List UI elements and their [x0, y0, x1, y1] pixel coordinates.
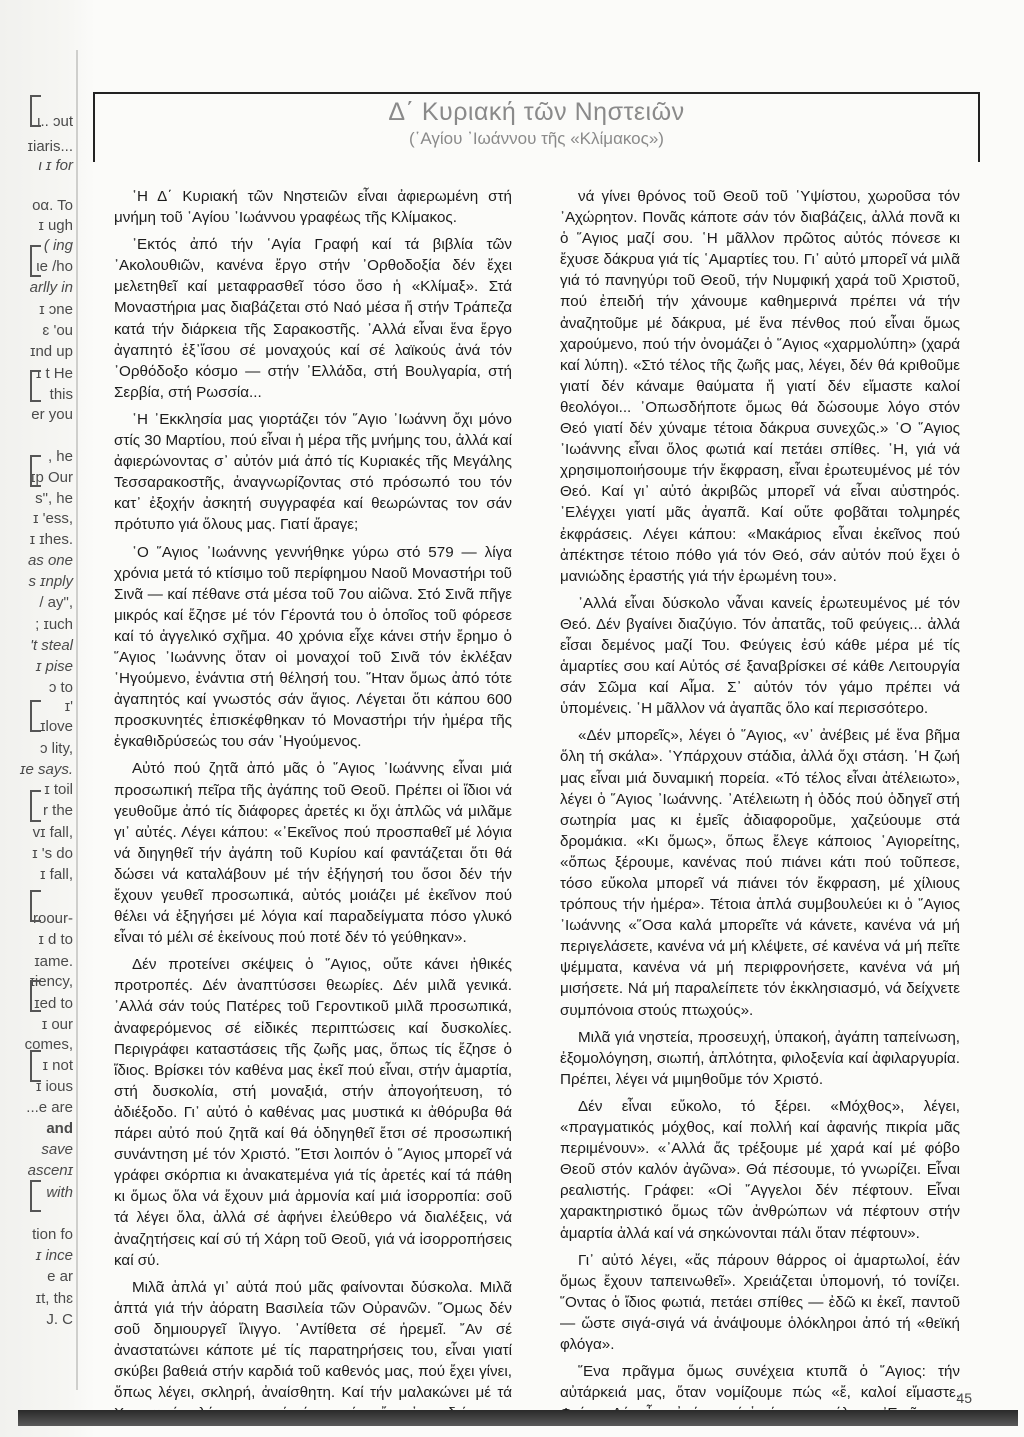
text-column-right	[560, 186, 960, 1430]
paragraph: ῾Η ᾿Εκκλησία μας γιορτάζει τόν ῞Αγιο ᾿Ιωάννη ὄχι μόνο στίς 30 Μαρτίου, πού εἶναι ἡ μέρα τῆς μνήμης του, ἀλλά καί ἀφιερώνοντας σ᾿ αὐτόν μιά ἀπό τίς Κυριακές τῆς Μεγάλης Τεσσαρακοστῆς, ἀναγνωρίζοντας στό πρόσωπό του τόν κατ᾿ ἐξοχήν ἀσκητή συγγραφέα καί θεωρώντας τον σάν πρότυπο γιά ὅλους μας. Γιατί ἄραγε;	[114, 410, 512, 534]
bottom-scan-bar	[18, 1410, 1018, 1426]
bleed-text: οα. Το	[32, 197, 73, 214]
bleed-text: ɪ 'ess,	[33, 510, 73, 527]
bleed-text: ɪiaris...	[27, 138, 73, 155]
paragraph: ᾿Αλλά εἶναι δύσκολο νἆναι κανείς ἐρωτευμένος μέ τόν Θεό. Δέν βγαίνει διαζύγιο. Τόν ἀπατᾶς, τοῦ φεύγεις... ἀλλά εἶσαι δεμένος μαζί Του. Φεύγεις ἐσύ κάθε μέρα μέ τίς ἁμαρτίες σου καί Αὐτός σέ ξαναβρίσκει σέ κάθε Λειτουργία σάν Σῶμα καί Αἷμα. Σ᾿ αὐτόν τόν γάμο πρέπει νά ὑπομένεις. ῾Η μᾶλλον νά ἀγαπᾶς ὅλο καί περισσότερο.	[560, 594, 960, 718]
paragraph: Δέν εἶναι εὔκολο, τό ξέρει. «Μόχθος», λέγει, «πραγματικός μόχθος, καί πολλή καί ἀφανής πικρία μᾶς περιμένουν». «᾿Αλλά ἄς τρέξουμε μέ χαρά καί μέ φόβο Θεοῦ στόν καλόν ἀγῶνα». Θά πέσουμε, τό γνωρίζει. Εἶναι ρεαλιστής. Γράφει: «Οἱ ῎Αγγελοι δέν πέφτουν. Εἶναι χαρακτηριστικό ὅμως τῶν ἀνθρώπων νά πέφτουν στήν ἁμαρτία ἀλλά καί νά σηκώνονται πάλι ὅταν πέφτουν».	[560, 1097, 960, 1242]
paragraph: Μιλᾶ γιά νηστεία, προσευχή, ὑπακοή, ἀγάπη ταπείνωση, ἐξομολόγηση, σιωπή, ἁπλότητα, φιλοξενία καί ἀφιλαργυρία. Πρέπει, λέγει νά μιμηθοῦμε τόν Χριστό.	[560, 1028, 960, 1088]
bleed-text: ɪ ɔne	[39, 301, 73, 318]
bleed-text: and	[46, 1120, 73, 1137]
bleed-text: e ar	[47, 1268, 73, 1285]
bleed-text: arlly in	[29, 279, 73, 296]
bleed-text: ι ɪ for	[38, 157, 73, 174]
paragraph: Γι᾿ αὐτό λέγει, «ἄς πάρουν θάρρος οἱ ἁμαρτωλοί, ἐάν ὅμως ἔχουν ταπεινωθεῖ». Χρειάζεται ὑπομονή, τό τονίζει. ῞Οντας ὁ ἴδιος φωτιά, πετάει σπίθες — ἐδῶ κι ἐκεῖ, παντοῦ — ὥστε σιγά-σιγά νά ἀνάψουμε ὁλόκληροι ἀπό τή «θεϊκή φλόγα».	[560, 1251, 960, 1353]
bleed-text: J. C	[46, 1311, 73, 1328]
bleed-text: ɪed to	[34, 995, 73, 1012]
bleed-text: ɛ 'ou	[42, 322, 73, 339]
bleed-text: ιe /ho	[36, 258, 73, 275]
text-column-left	[114, 186, 512, 1430]
bleed-text: ascenɪ	[27, 1162, 73, 1179]
bleed-text: ɔ lity,	[39, 740, 73, 757]
bleed-text: ι.. ɔut	[37, 113, 73, 130]
bleed-text: ɪ'	[64, 698, 73, 715]
bleed-text: this	[49, 386, 73, 403]
paragraph: νά γίνει θρόνος τοῦ Θεοῦ τοῦ ῾Υψίστου, χωροῦσα τόν ᾿Αχώρητον. Πονᾶς κάποτε σάν τόν διαβάζεις, ἀλλά πονᾶ κι ὁ ῞Αγιος μαζί σου. ῾Η μᾶλλον πρῶτος αὐτός πόνεσε κι ἔχυσε δάκρυα γιά τίς ῾Αμαρτίες του. Γι᾿ αὐτό μπορεῖ νά μιλᾶ γιά τό πανηγύρι τοῦ Θεοῦ, τήν Νυμφική χαρά τοῦ Χριστοῦ, πού ἐπειδή τήν χάνουμε καθημερινά πρέπει νά τήν ἀναζητοῦμε μέ δάκρυα, μέ ἕνα πένθος πού εἶναι ὅμως χαρούμενο, πού τήν ὀνομάζει ὁ ῞Αγιος «χαρμολύπη» (χαρά καί λύπη). «Στό τέλος τῆς ζωῆς μας, λέγει, δέν θά κριθοῦμε γιατί δέν κάναμε θαύματα ἤ γιατί δέν εἴμαστε καλοί θεολόγοι... ᾿Οπωσδήποτε ὅμως θά δώσουμε λόγο στόν Θεό γιατί δέν χύναμε τέτοια δάκρυα συνεχῶς.» ῾Ο ῞Αγιος ᾿Ιωάννης εἶναι ὅλος φωτιά καί πετάει σπίθες. ῾Η, γιά νά χρησιμοποιήσουμε τήν ἔκφραση, εἶναι ἐρωτευμένος μέ τόν Θεό. Καί γι᾿ αὐτό ἀκριβῶς μπορεῖ νά εἶναι αὐστηρός. ᾿Ελέγχει γιατί μᾶς ἀγαπᾶ. Καί οὔτε φοβᾶται τολμηρές ἐκφράσεις. Λέγει κάπου: «Μακάριος εἶναι ἐκεῖνος πού ἀπέκτησε τέτοιο πόθο γιά τόν Θεό, σάν αὐτόν πού ἔχει ὁ μανιώδης ἐραστής γιά τήν ἐρωμένη του».	[560, 188, 960, 585]
paragraph: ῾Η Δ΄ Κυριακή τῶν Νηστειῶν εἶναι ἀφιερωμένη στή μνήμη τοῦ ῾Αγίου ᾿Ιωάννου γραφέως τῆς Κλίμακος.	[114, 188, 512, 227]
paragraph: Δέν προτείνει σκέψεις ὁ ῞Αγιος, οὔτε κάνει ἠθικές προτροπές. Δέν ἀναπτύσσει θεωρίες. Δέν μιλᾶ γενικά. ᾿Αλλά σάν τούς Πατέρες τοῦ Γεροντικοῦ μιλᾶ προσωπικά, ἀναφερόμενος σέ εἰδικές περιπτώσεις καί δυσκολίες. Περιγράφει καταστάσεις τῆς ζωῆς μας, ὅπως τίς ἔζησε ὁ ἴδιος. Βρίσκει τόν καθένα μας ἐκεῖ πού εἶναι, στήν ἁμαρτία, στή δυσκολία, στή μοναξιά, στήν ἀπογοήτευση, τό ἀδιέξοδο. Γι᾿ αὐτό ὁ καθένας μας μυστικά κι ἀθόρυβα θά πάρει αὐτό πού ζητᾶ καί θά ὁδηγηθεῖ ἔτσι σέ προσωπική συνάντηση μέ τόν Χριστό. ῎Ετσι λοιπόν ὁ ῞Αγιος μπορεῖ νά γράφει σκόρπια κι ἀνακατεμένα γιά τίς ἀρετές καί τά πάθη κι ὅμως ὅλα νά ἔχουν μιά ἁρμονία καί μιά ἰσορροπία: σοῦ τά λέγει ὅλα, ἀλλά σέ ἀφήνει ἐλεύθερο νά διαλέξεις, νά ἀναζητήσεις καί σύ τή Χάρη τοῦ Θεοῦ, γιά νά ἰσορροπήσεις καί σύ.	[114, 956, 512, 1269]
page-number: 45	[956, 1390, 972, 1406]
bleed-text: , he	[47, 448, 73, 465]
bleed-text: s", he	[35, 490, 73, 507]
bleed-text: 't steal	[30, 637, 73, 654]
paragraph: ᾿Εκτός ἀπό τήν ῾Αγία Γραφή καί τά βιβλία τῶν ᾿Ακολουθιῶν, κανένα ἔργο στήν ᾿Ορθοδοξία δέν ἔχει μελετηθεῖ καί μεταφρασθεῖ τόσο ὅσο ἡ «Κλίμαξ». Στά Μοναστήρια μας διαβάζεται στό Ναό μέσα ἤ στήν Τράπεζα κατά τήν διάρκεια τῆς Σαρακοστῆς. ᾿Αλλά εἶναι ἕνα ἔργο ἀγαπητό ἐξ᾿ἴσου σέ μοναχούς καί σέ λαϊκούς ἀνά τόν ᾿Ορθόδοξο κόσμο — στήν ᾿Ελλάδα, στή Βουλγαρία, στή Σερβία, στή Ρωσσία...	[114, 236, 512, 401]
bleed-bracket	[30, 1180, 41, 1212]
bleed-text: save	[41, 1141, 73, 1158]
bleed-text: ɪ 's do	[32, 845, 73, 862]
bleed-text: s ɪnply	[28, 573, 73, 590]
bleed-text: r the	[42, 802, 73, 819]
bleed-text: roour-	[32, 910, 73, 927]
page-subtitle: (῾Αγίου ᾿Ιωάννου τῆς «Κλίμακος»)	[409, 129, 664, 148]
bleed-text: / ay",	[39, 594, 73, 611]
bleed-bracket	[30, 1050, 41, 1082]
bleed-text: vɪ fall,	[32, 824, 73, 841]
bleed-text: ɪ ɪhes.	[29, 531, 73, 548]
bleed-text: ɪ t He	[35, 365, 73, 382]
bleed-text: ɪame.	[34, 953, 73, 970]
bleed-text: ( ing	[43, 237, 73, 254]
bleed-text: ɪ pise	[35, 658, 73, 675]
paragraph: Αὐτό πού ζητᾶ ἀπό μᾶς ὁ ῞Αγιος ᾿Ιωάννης εἶναι μιά προσωπική πεῖρα τῆς ἀγάπης τοῦ Θεοῦ. Πρέπει οἱ ἴδιοι νά γευθοῦμε ἀπό τίς διάφορες ἀρετές κι ὄχι ἁπλῶς νά μιλᾶμε γι᾿ αὐτές. Λέγει κάπου: «᾿Εκεῖνος πού προσπαθεῖ μέ λόγια νά διηγηθεῖ τήν ἀγάπη τοῦ Κυρίου καί φαντάζεται ὅτι θά δώσει νά καταλάβουν μέ τήν ἐξήγησή του ὅσοι δέν τήν ἔχουν γευθεῖ προσωπικά, αὐτός μοιάζει μέ ἐκεῖνον πού θέλει νά ἐξηγήσει μέ λόγια καί παραδείγματα πόσο γλυκό εἶναι τό μέλι σέ ἐκείνους πού ποτέ δέν τό γεύθηκαν».	[114, 760, 512, 947]
bleed-text: ɪ d to	[38, 931, 73, 948]
scan-edge-line	[76, 50, 78, 1390]
bleed-text: er you	[31, 406, 73, 423]
bleed-text: ɪ ugh	[38, 217, 73, 234]
bleed-bracket	[30, 245, 41, 277]
bleed-text: ɔ to	[48, 679, 73, 696]
bleed-text: ɪe says.	[20, 761, 73, 778]
page-title: Δ΄ Κυριακή τῶν Νηστειῶν	[388, 98, 685, 126]
paragraph: «Δέν μπορεῖς», λέγει ὁ ῞Αγιος, «ν᾿ ἀνέβεις μέ ἕνα βῆμα ὅλη τή σκάλα». ῾Υπάρχουν στάδια, ἀλλά ὄχι στάση. ῾Η ζωή μας εἶναι μιά δυναμική πορεία. «Τό τέλος εἶναι ἀτέλειωτο», λέγει ὁ ῞Αγιος ᾿Ιωάννης. ᾿Ατέλειωτη ἡ ὁδός πού ὁδηγεῖ στή σωτηρία μας κι ἐμεῖς ἀδιαφοροῦμε, χαζεύουμε στά δρομάκια. «Κι ὅμως», ὅπως ἔλεγε κάποιος ῾Αγιορείτης, «ὅπως ξέρουμε, κανένας πού πιάνει κάτι πού τοῦπεσε, τόσο εὔκολα μπορεῖ νά πιάνει τόν ἔκφραση, μέ χίλιους τρόπους τήν ἡμέρα». Τέτοια ἁπλά συμβουλεύει κι ὁ ῞Αγιος ᾿Ιωάννης «῞Οσα καλά μπορεῖτε νά κάνετε, κανένα νά μή περιγελάσετε, κανένα νά μή κλέψετε, σέ κανένα νά μή πεῖτε ψέμματα, κανένα νά μή περιφρονήσετε, κανένα νά μή μισήσετε. Νά μή παραλείπετε τόν ἐκκλησιασμό, νά δείχνετε συμπόνοια στούς πτωχούς».	[560, 727, 960, 1019]
bleed-bracket	[30, 890, 41, 922]
bleed-text: ɪ toil	[44, 781, 73, 798]
bleed-text: with	[46, 1184, 73, 1201]
header-box	[93, 92, 980, 162]
paragraph: ῾Ο ῞Αγιος ᾿Ιωάννης γεννήθηκε γύρω στό 579 — λίγα χρόνια μετά τό κτίσιμο τοῦ περίφημου Ναοῦ Μοναστήρι τοῦ Σινᾶ — καί πέθανε στά μέσα τοῦ 7ου αἰῶνα. Στό Σινᾶ πῆγε μικρός καί ἔζησε μέ τόν Γέροντά του ὁ ὁποῖος τοῦ φόρεσε καί τό ἀγγελικό σχῆμα. 40 χρόνια εἶχε κάνει στήν ἔρημο ὁ ῞Αγιος ᾿Ιωάννης ὅταν οἱ μοναχοί τοῦ Σινᾶ τόν ἐκλέξαν ῾Ηγούμενο, ἐνάντια στή θέλησή του. ῞Ηταν ὅμως ἀπό τότε ἀγαπητός καί γνωστός σάν ἅγιος. Λέγεται ὅτι κάπου 600 προσκυνητές ἐπισκέφθηκαν τό Μοναστήρι τήν ἡμέρα τῆς ἐγκαθιδρύσεώς του σάν ῾Ηγούμενος.	[114, 543, 512, 751]
bleed-text: comes,	[24, 1036, 73, 1053]
bleed-text: ɪnd up	[30, 343, 73, 360]
bleed-text: ɪ fall,	[40, 866, 73, 883]
bleed-text: ; ɪuch	[35, 616, 73, 633]
bleed-text: as one	[27, 552, 73, 569]
bleed-bracket	[30, 95, 41, 127]
bleed-text: ɪiency,	[29, 973, 73, 990]
paragraph: Μιλᾶ ἁπλά γι᾿ αὐτά πού μᾶς φαίνονται δύσκολα. Μιλᾶ ἁπτά γιά τήν ἀόρατη Βασιλεία τῶν Οὐρανῶν. ῞Ομως δέν σοῦ δημιουργεῖ ἴλιγγο. ᾿Αντίθετα σέ ἠρεμεῖ. ῎Αν σέ ἀναστατώνει κάποτε μέ τίς παρατηρήσεις του, εἶναι γιατί σκύβει βαθειά στήν καρδιά τοῦ καθενός μας, πού ἔχει γίνει, ὅπως λέγει, σκληρή, ἀναίσθητη. Καί τήν μαλακώνει μέ τά	[114, 1278, 512, 1402]
bleed-text: ɪlove	[40, 718, 73, 735]
bleed-bracket	[30, 790, 41, 822]
bleed-text: ɪ ince	[35, 1247, 73, 1264]
bleed-text: tion fo	[32, 1226, 73, 1243]
bleed-text: ɪ not	[42, 1057, 73, 1074]
bleed-text: ...e are	[26, 1099, 73, 1116]
margin-bleed-through	[0, 0, 95, 1437]
bleed-text: ɪp Our	[30, 469, 73, 486]
bleed-bracket	[30, 700, 41, 732]
paragraph: ῞Ενα πρᾶγμα ὅμως συνέχεια κτυπᾶ ὁ ῞Αγιος: τήν αὐτάρκειά μας, ὅταν νομίζουμε πώς «ἔ, καλοί εἴμαστε.	[560, 1363, 960, 1402]
bleed-text: ɪt, thɛ	[35, 1290, 73, 1307]
bleed-text: ɪ ious	[35, 1078, 73, 1095]
bleed-bracket	[30, 455, 41, 487]
bleed-bracket	[30, 980, 41, 1012]
bleed-bracket	[30, 370, 41, 402]
bleed-text: ɪ our	[41, 1016, 73, 1033]
